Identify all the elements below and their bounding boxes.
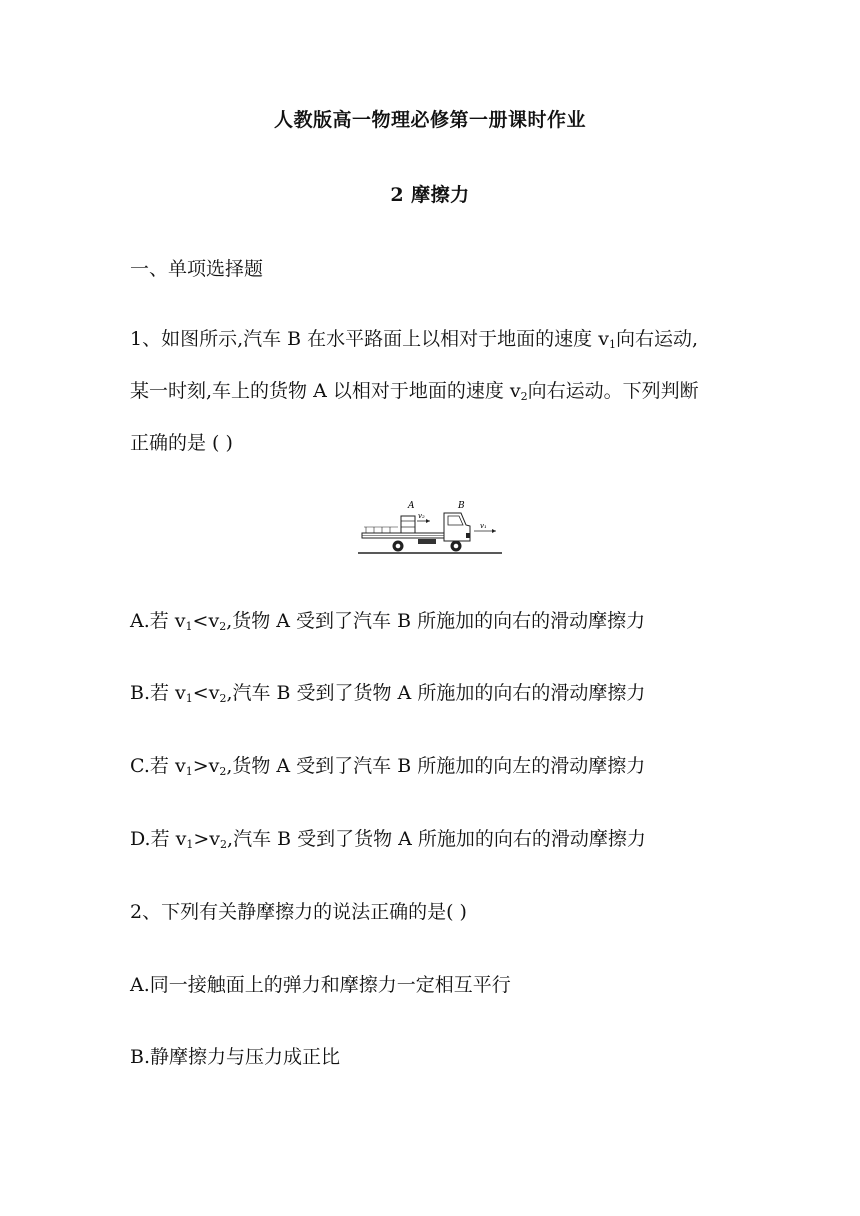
section-heading: 一、单项选择题 [130, 258, 264, 280]
q2-option-b: B.静摩擦力与压力成正比 [130, 1046, 341, 1068]
document-title: 人教版高一物理必修第一册课时作业 [273, 109, 586, 131]
label-a: A [408, 501, 415, 511]
q1-option-d: D.若 $v_1>v_2$,汽车 B 受到了货物 A 所施加的向右的滑动摩擦力 [130, 828, 646, 851]
q1-option-a: A.若 $v_1<v_2$,货物 A 受到了汽车 B 所施加的向右的滑动摩擦力 [130, 610, 646, 633]
label-v2: v₂ [418, 512, 425, 520]
truck-cargo-figure [358, 497, 502, 557]
q2-stem: 2、下列有关静摩擦力的说法正确的是( ) [130, 901, 467, 923]
q1-option-c: C.若 $v_1>v_2$,货物 A 受到了汽车 B 所施加的向左的滑动摩擦力 [130, 755, 646, 778]
label-v1: v₁ [480, 522, 487, 530]
q2-option-a: A.同一接触面上的弹力和摩擦力一定相互平行 [130, 974, 511, 996]
q1-stem-line-3: 正确的是 ( ) [130, 432, 233, 454]
q1-stem-line-2: 某一时刻,车上的货物 A 以相对于地面的速度 $v_2$向右运动。下列判断 [130, 380, 699, 403]
q1-option-b: B.若 $v_1<v_2$,汽车 B 受到了货物 A 所施加的向右的滑动摩擦力 [130, 682, 646, 705]
label-b: B [458, 501, 465, 511]
q1-stem-line-1: 1、如图所示,汽车 B 在水平路面上以相对于地面的速度 $v_1$向右运动, [130, 328, 698, 351]
lesson-title: 2 摩擦力 [390, 184, 470, 206]
